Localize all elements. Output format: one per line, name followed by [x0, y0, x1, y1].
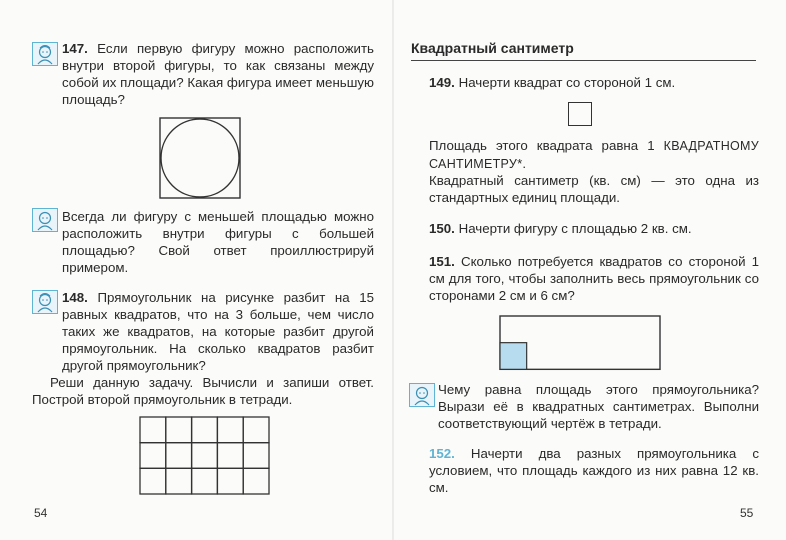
grid-cell: [243, 468, 269, 494]
task-147-number: 147.: [62, 41, 88, 56]
grid-cell: [217, 468, 243, 494]
task-150-text: Начерти фигуру с площадью 2 кв. см.: [458, 221, 692, 236]
question-2: Чему равна площадь этого прямоугольника? Вырази её в квадратных сантиметрах. Выполни соответствующий чертёж в тетради.: [438, 382, 759, 431]
grid-cell: [192, 468, 218, 494]
task-148: [62, 289, 374, 374]
rectangle-2x6-figure: [499, 315, 661, 371]
grid-cell: [140, 417, 166, 443]
task-151: [429, 253, 759, 304]
task-151-text: Сколько потребуется квадратов со стороной 1 см для того, чтобы заполнить весь прямоугольник со сторонами 2 см и 6 см?: [429, 254, 759, 303]
thinking-student-icon: [32, 42, 58, 66]
one-cm-square-figure: [568, 102, 592, 126]
task-150-number: 150.: [429, 221, 455, 236]
task-149-text: Начерти квадрат со стороной 1 см.: [458, 75, 676, 90]
definition-footnote-star: *.: [517, 156, 527, 171]
task-151-number: 151.: [429, 254, 455, 269]
task-149-number: 149.: [429, 75, 455, 90]
question-1: Всегда ли фигуру с меньшей площадью можно расположить внутри фигуры с большей площадью? Свой ответ проиллюстрируй примером.: [62, 209, 374, 275]
task-147: [62, 40, 374, 108]
section-title-underline: [411, 60, 756, 61]
grid-cell: [192, 417, 218, 443]
left-page: [0, 0, 392, 540]
thinking-student-icon: [409, 383, 435, 407]
circle-in-square-figure: [159, 117, 241, 199]
page-number-55: 55: [740, 506, 754, 520]
definition-line2: Квадратный сантиметр (кв. см) — это одна из стандартных единиц площади.: [429, 173, 759, 205]
task-148-text: Прямоугольник на рисунке разбит на 15 равных квадратов, что на 3 больше, чем число таких же квадратов, на которые разбит другой прямоугольник. На сколько квадратов разбит другой прямоугольник?: [62, 290, 374, 373]
task-152-text: Начерти два разных прямоугольника с условием, что площадь каждого из них равна 12 кв. см.: [429, 446, 759, 495]
grid-cell: [217, 443, 243, 469]
grid-cell: [166, 468, 192, 494]
thinking-student-icon: [32, 208, 58, 232]
right-page: [394, 0, 786, 540]
grid-cell: [192, 443, 218, 469]
definition-term: КВАДРАТНОМУ САНТИМЕТРУ: [429, 139, 759, 171]
grid-cell: [166, 417, 192, 443]
task-149: [429, 74, 759, 91]
filled-unit-square: [500, 343, 527, 370]
section-title: Квадратный сантиметр: [411, 40, 574, 56]
definition-part1: Площадь этого квадрата равна 1: [429, 138, 664, 153]
task-150: [429, 220, 759, 237]
task-148-number: 148.: [62, 290, 88, 305]
task-147-text: Если первую фигуру можно расположить внутри второй фигуры, то как связаны между собой их площади? Какая фигура имеет меньшую площадь?: [62, 41, 374, 107]
thinking-student-icon: [32, 290, 58, 314]
grid-cell: [217, 417, 243, 443]
task-148-instruction: Реши данную задачу. Вычисли и запиши ответ. Построй второй прямоугольник в тетради.: [32, 375, 374, 407]
page-number-54: 54: [34, 506, 48, 520]
grid-3x5-figure: [139, 416, 270, 495]
grid-cell: [243, 417, 269, 443]
task-152-number: 152.: [429, 446, 455, 461]
grid-cell: [166, 443, 192, 469]
definition: [429, 137, 759, 173]
task-152: [429, 445, 759, 496]
grid-cell: [140, 443, 166, 469]
grid-cell: [243, 443, 269, 469]
grid-cell: [140, 468, 166, 494]
